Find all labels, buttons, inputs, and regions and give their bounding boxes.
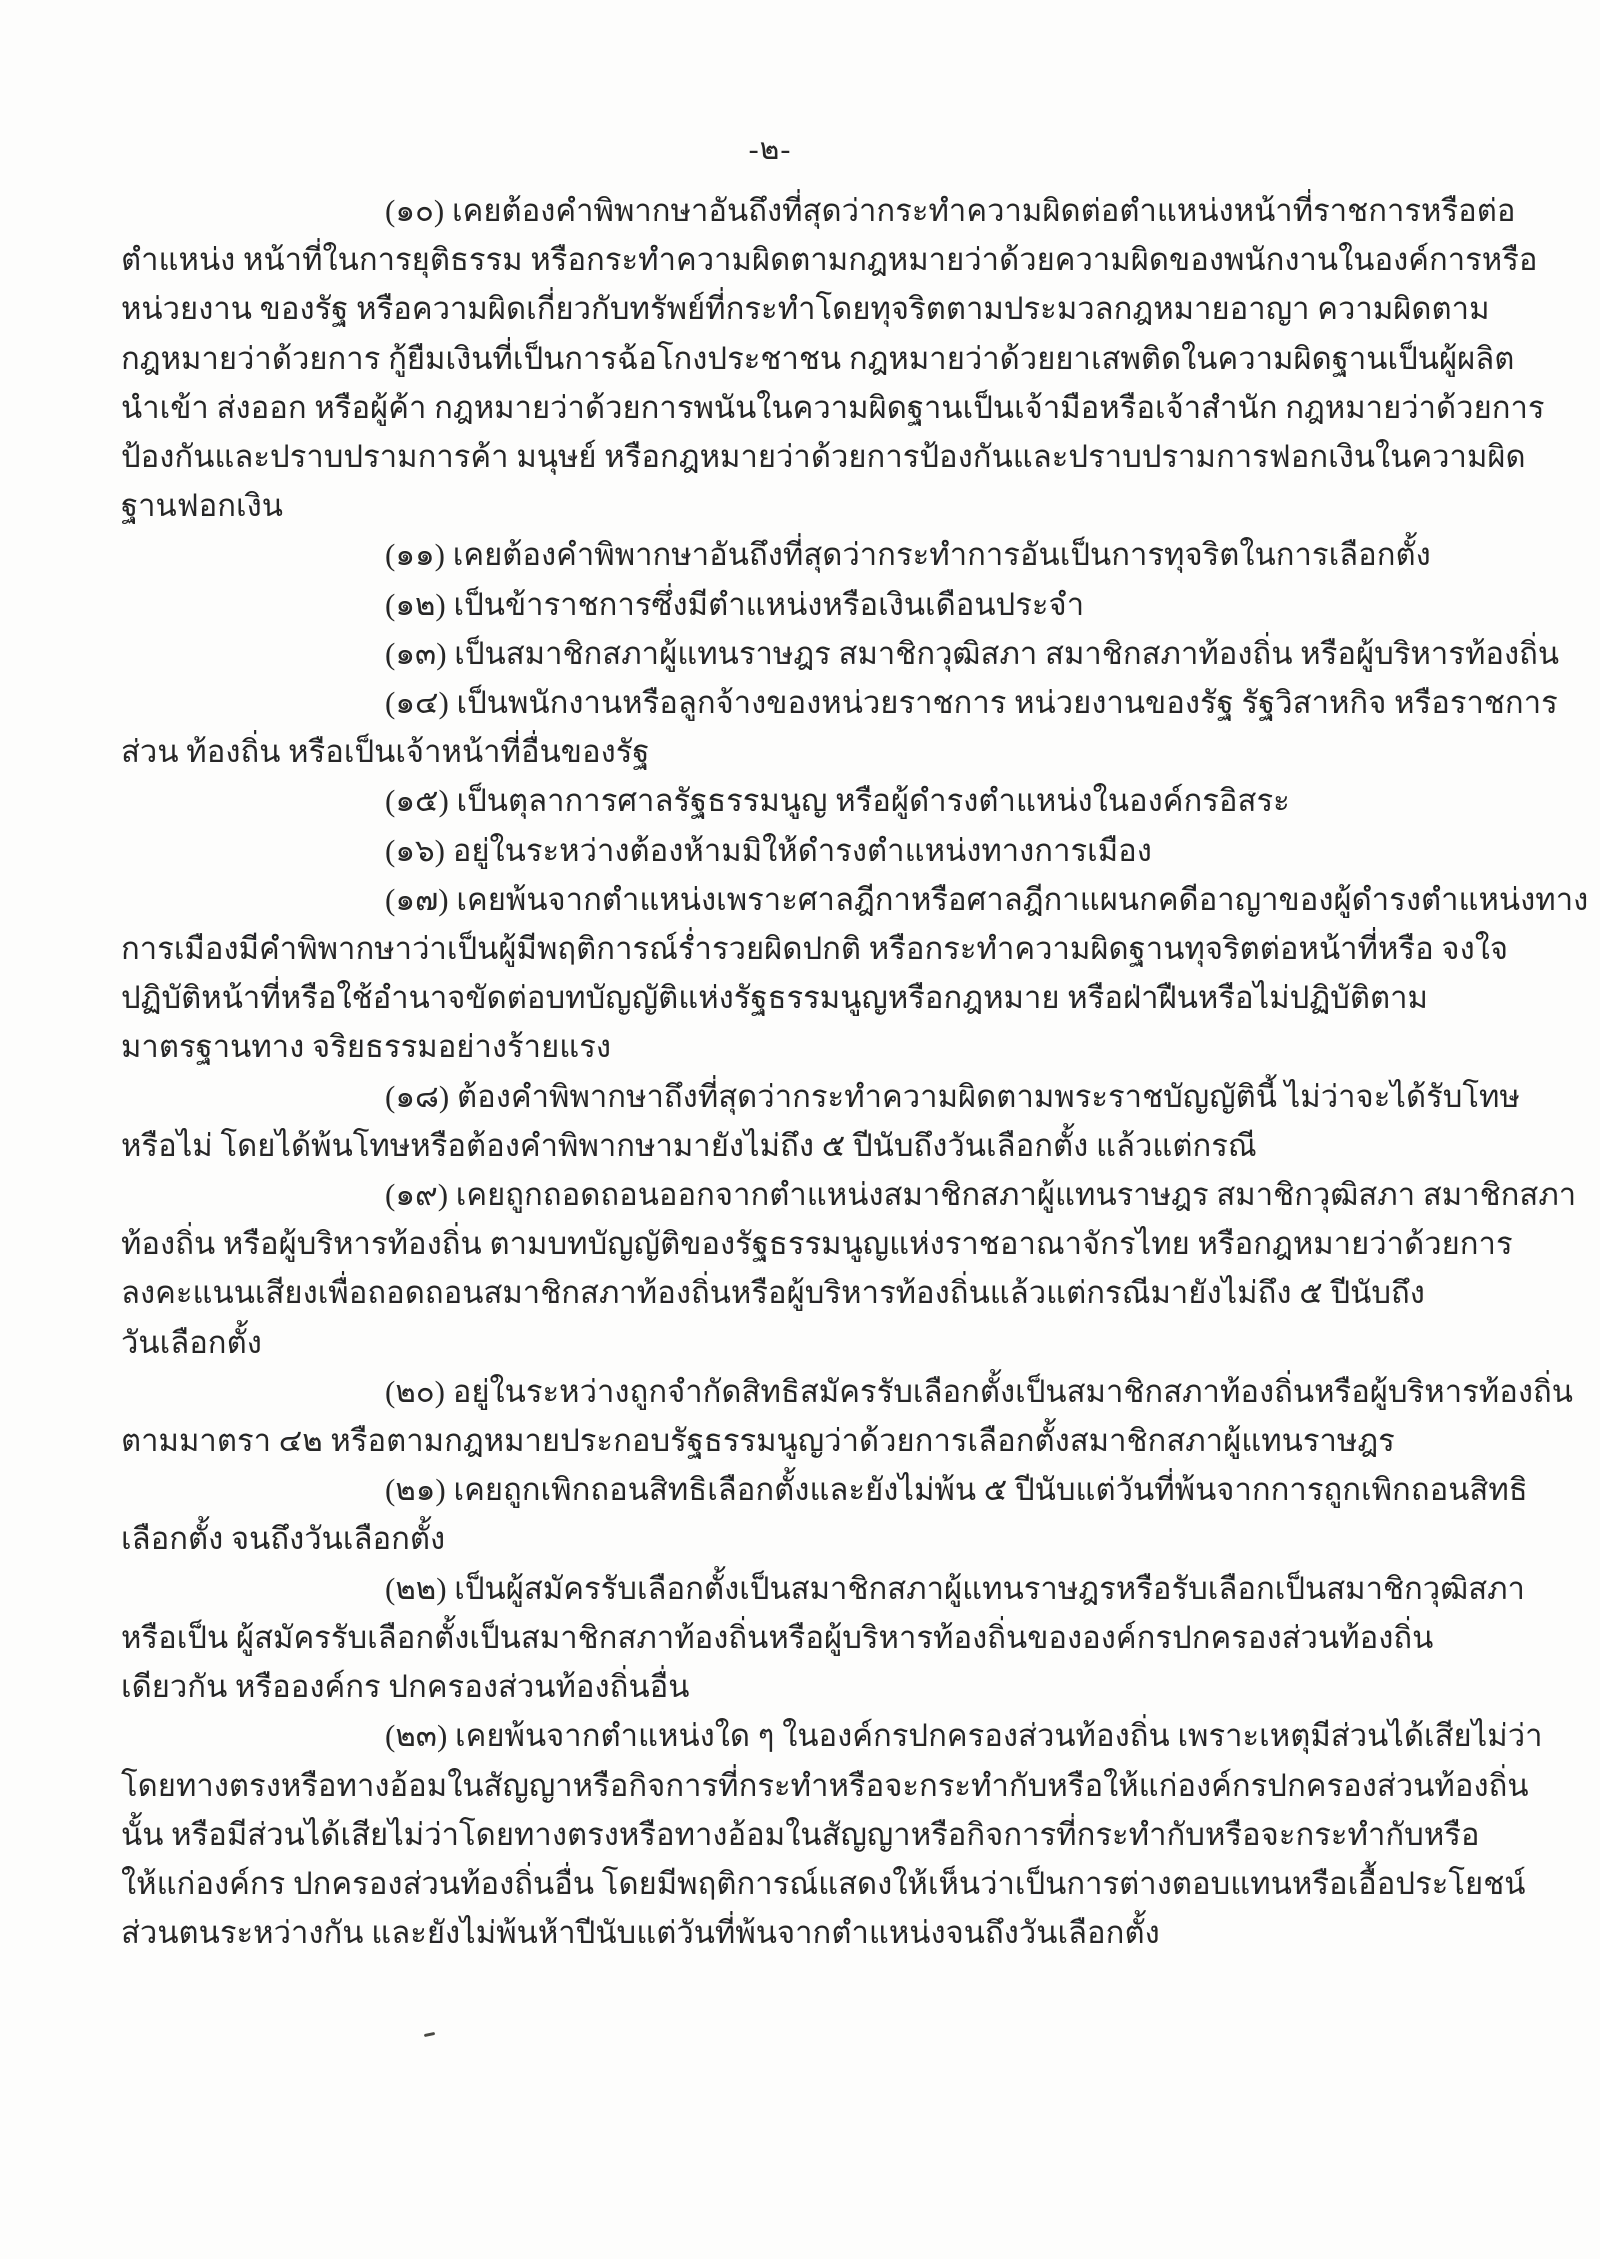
text-line: ท้องถิ่น หรือผู้บริหารท้องถิ่น ตามบทบัญญัติของรัฐธรรมนูญแห่งราชอาณาจักรไทย หรือกฎหมายว่าด้วยการ — [121, 1226, 1513, 1262]
ink-speck — [424, 2032, 435, 2037]
text-line: (๑๑) เคยต้องคำพิพากษาอันถึงที่สุดว่ากระทำการอันเป็นการทุจริตในการเลือกตั้ง — [385, 537, 1431, 573]
text-line: (๒๒) เป็นผู้สมัครรับเลือกตั้งเป็นสมาชิกสภาผู้แทนราษฎรหรือรับเลือกเป็นสมาชิกวุฒิสภา — [385, 1570, 1525, 1606]
text-line: ฐานฟอกเงิน — [121, 488, 283, 524]
text-line: (๑๒) เป็นข้าราชการซึ่งมีตำแหน่งหรือเงินเดือนประจำ — [385, 586, 1085, 622]
text-line: ลงคะแนนเสียงเพื่อถอดถอนสมาชิกสภาท้องถิ่นหรือผู้บริหารท้องถิ่นแล้วแต่กรณีมายังไม่ถึง ๕ ปีนับถึง — [121, 1275, 1425, 1311]
text-line: (๒๐) อยู่ในระหว่างถูกจำกัดสิทธิสมัครรับเลือกตั้งเป็นสมาชิกสภาท้องถิ่นหรือผู้บริหารท้องถิ่น — [385, 1373, 1573, 1409]
text-line: (๒๑) เคยถูกเพิกถอนสิทธิเลือกตั้งและยังไม่พ้น ๕ ปีนับแต่วันที่พ้นจากการถูกเพิกถอนสิทธิ — [385, 1472, 1528, 1508]
text-line: หรือเป็น ผู้สมัครรับเลือกตั้งเป็นสมาชิกสภาท้องถิ่นหรือผู้บริหารท้องถิ่นขององค์กรปกครองส่วนท้องถิ่น — [121, 1619, 1434, 1655]
text-line: (๑๘) ต้องคำพิพากษาถึงที่สุดว่ากระทำความผิดตามพระราชบัญญัตินี้ ไม่ว่าจะได้รับโทษ — [385, 1078, 1520, 1114]
text-line: (๑๐) เคยต้องคำพิพากษาอันถึงที่สุดว่ากระทำความผิดต่อตำแหน่งหน้าที่ราชการหรือต่อ — [385, 193, 1516, 228]
text-line: ส่วนตนระหว่างกัน และยังไม่พ้นห้าปีนับแต่วันที่พ้นจากตำแหน่งจนถึงวันเลือกตั้ง — [121, 1915, 1160, 1951]
text-line: ป้องกันและปราบปรามการค้า มนุษย์ หรือกฎหมายว่าด้วยการป้องกันและปราบปรามการฟอกเงินในความผิด — [121, 439, 1526, 475]
text-line: (๑๗) เคยพ้นจากตำแหน่งเพราะศาลฎีกาหรือศาลฎีกาแผนกคดีอาญาของผู้ดำรงตำแหน่งทาง — [385, 881, 1589, 917]
text-line: (๑๙) เคยถูกถอดถอนออกจากตำแหน่งสมาชิกสภาผู้แทนราษฎร สมาชิกวุฒิสภา สมาชิกสภา — [385, 1177, 1577, 1213]
text-line: ส่วน ท้องถิ่น หรือเป็นเจ้าหน้าที่อื่นของรัฐ — [121, 734, 650, 770]
text-line: (๑๔) เป็นพนักงานหรือลูกจ้างของหน่วยราชการ หน่วยงานของรัฐ รัฐวิสาหกิจ หรือราชการ — [385, 685, 1558, 721]
text-line: กฎหมายว่าด้วยการ กู้ยืมเงินที่เป็นการฉ้อโกงประชาชน กฎหมายว่าด้วยยาเสพติดในความผิดฐานเป็นผู้ผลิต — [121, 340, 1515, 376]
text-line: ปฏิบัติหน้าที่หรือใช้อำนาจขัดต่อบทบัญญัติแห่งรัฐธรรมนูญหรือกฎหมาย หรือฝ่าฝืนหรือไม่ปฏิบัติตาม — [121, 980, 1428, 1016]
text-line: การเมืองมีคำพิพากษาว่าเป็นผู้มีพฤติการณ์ร่ำรวยผิดปกติ หรือกระทำความผิดฐานทุจริตต่อหน้าที่หรือ จงใจ — [121, 931, 1509, 967]
text-line: นั้น หรือมีส่วนได้เสียไม่ว่าโดยทางตรงหรือทางอ้อมในสัญญาหรือกิจการที่กระทำกับหรือจะกระทำกับหรือ — [121, 1816, 1480, 1852]
text-line: (๑๓) เป็นสมาชิกสภาผู้แทนราษฎร สมาชิกวุฒิสภา สมาชิกสภาท้องถิ่น หรือผู้บริหารท้องถิ่น — [385, 635, 1560, 671]
text-line: โดยทางตรงหรือทางอ้อมในสัญญาหรือกิจการที่กระทำหรือจะกระทำกับหรือให้แก่องค์กรปกครองส่วนท้องถิ่น — [121, 1767, 1529, 1803]
text-line: ตามมาตรา ๔๒ หรือตามกฎหมายประกอบรัฐธรรมนูญว่าด้วยการเลือกตั้งสมาชิกสภาผู้แทนราษฎร — [121, 1423, 1395, 1459]
text-line: เลือกตั้ง จนถึงวันเลือกตั้ง — [121, 1521, 446, 1557]
page-number: -๒- — [748, 133, 792, 166]
text-line: หรือไม่ โดยได้พ้นโทษหรือต้องคำพิพากษามายังไม่ถึง ๕ ปีนับถึงวันเลือกตั้ง แล้วแต่กรณี — [121, 1127, 1257, 1163]
text-line: (๑๕) เป็นตุลาการศาลรัฐธรรมนูญ หรือผู้ดำรงตำแหน่งในองค์กรอิสระ — [385, 783, 1290, 819]
text-line: (๑๖) อยู่ในระหว่างต้องห้ามมิให้ดำรงตำแหน่งทางการเมือง — [385, 832, 1152, 868]
text-line: (๒๓) เคยพ้นจากตำแหน่งใด ๆ ในองค์กรปกครองส่วนท้องถิ่น เพราะเหตุมีส่วนได้เสียไม่ว่า — [385, 1718, 1543, 1754]
text-line: เดียวกัน หรือองค์กร ปกครองส่วนท้องถิ่นอื่น — [121, 1669, 690, 1705]
text-line: นำเข้า ส่งออก หรือผู้ค้า กฎหมายว่าด้วยการพนันในความผิดฐานเป็นเจ้ามือหรือเจ้าสำนัก กฎหมายว่าด้วยการ — [121, 389, 1545, 425]
text-line: ให้แก่องค์กร ปกครองส่วนท้องถิ่นอื่น โดยมีพฤติการณ์แสดงให้เห็นว่าเป็นการต่างตอบแทนหรือเอื้อประโยชน์ — [121, 1865, 1526, 1901]
text-line: มาตรฐานทาง จริยธรรมอย่างร้ายแรง — [121, 1029, 612, 1065]
text-line: หน่วยงาน ของรัฐ หรือความผิดเกี่ยวกับทรัพย์ที่กระทำโดยทุจริตตามประมวลกฎหมายอาญา ความผิดตาม — [121, 291, 1490, 327]
text-line: วันเลือกตั้ง — [121, 1324, 262, 1360]
document-body — [121, 186, 1589, 1957]
text-line: ตำแหน่ง หน้าที่ในการยุติธรรม หรือกระทำความผิดตามกฎหมายว่าด้วยความผิดของพนักงานในองค์การหรือ — [121, 242, 1538, 278]
